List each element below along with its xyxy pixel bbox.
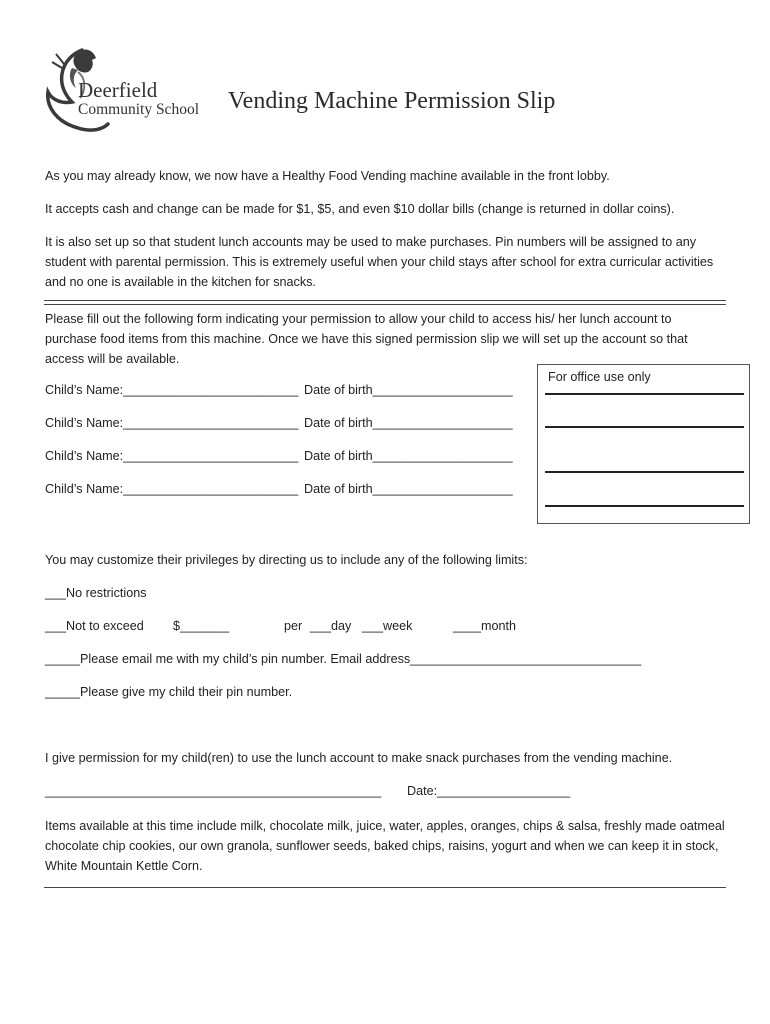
section-divider (44, 300, 726, 305)
office-use-line (545, 471, 744, 473)
school-name-line1: Deerfield (78, 78, 158, 102)
signature-line[interactable]: ________________________________________________ (45, 784, 382, 798)
not-to-exceed-option[interactable]: ___Not to exceed (45, 619, 144, 633)
child-name-field[interactable]: Child’s Name:_________________________ (45, 449, 299, 463)
office-use-line (545, 393, 744, 395)
date-of-birth-field[interactable]: Date of birth____________________ (304, 383, 513, 397)
date-of-birth-field[interactable]: Date of birth____________________ (304, 416, 513, 430)
child-name-field[interactable]: Child’s Name:_________________________ (45, 383, 299, 397)
permission-statement: I give permission for my child(ren) to use the lunch account to make snack purchases from the vending machine. (45, 751, 673, 765)
date-of-birth-field[interactable]: Date of birth____________________ (304, 449, 513, 463)
child-name-field[interactable]: Child’s Name:_________________________ (45, 416, 299, 430)
items-available-text: Items available at this time include milk, chocolate milk, juice, water, apples, oranges, chips & salsa, freshly made oatmeal chocolate chip cookies, our own granola, sunflower seeds, baked chips, raisins, yogurt and when we can keep it in stock, White Mountain Kettle Corn. (45, 819, 725, 873)
office-use-line (545, 505, 744, 507)
per-month-option[interactable]: ____month (453, 619, 517, 633)
give-pin-option[interactable]: _____Please give my child their pin number. (45, 685, 293, 699)
office-use-line (545, 426, 744, 428)
email-pin-option[interactable]: _____Please email me with my child’s pin number. Email address_________________________________ (45, 652, 642, 666)
limits-intro: You may customize their privileges by directing us to include any of the following limits: (45, 553, 528, 567)
page-title: Vending Machine Permission Slip (228, 88, 556, 114)
per-label: per (284, 619, 303, 633)
per-week-option[interactable]: ___week (362, 619, 413, 633)
office-use-label: For office use only (548, 370, 651, 384)
office-use-box (537, 364, 750, 524)
form-instructions: Please fill out the following form indicating your permission to allow your child to access his/ her lunch account to purchase food items from this machine. Once we have this signed permission slip we will set up the account so that access will be available. (45, 312, 688, 366)
intro-paragraph-2: It accepts cash and change can be made for $1, $5, and even $10 dollar bills (change is returned in dollar coins). (45, 202, 675, 216)
per-day-option[interactable]: ___day (310, 619, 352, 633)
intro-paragraph-3: It is also set up so that student lunch accounts may be used to make purchases. Pin numbers will be assigned to any student with parental permission. This is extremely useful when your child stays after school for extra curricular activities and no one is available in the kitchen for snacks. (45, 235, 714, 289)
school-name-line2: Community School (78, 101, 199, 118)
no-restrictions-option[interactable]: ___No restrictions (45, 586, 147, 600)
bottom-divider (44, 887, 726, 888)
child-name-field[interactable]: Child’s Name:_________________________ (45, 482, 299, 496)
amount-field[interactable]: $_______ (173, 619, 230, 633)
date-field[interactable]: Date:___________________ (407, 784, 571, 798)
date-of-birth-field[interactable]: Date of birth____________________ (304, 482, 513, 496)
intro-paragraph-1: As you may already know, we now have a Healthy Food Vending machine available in the front lobby. (45, 169, 610, 183)
